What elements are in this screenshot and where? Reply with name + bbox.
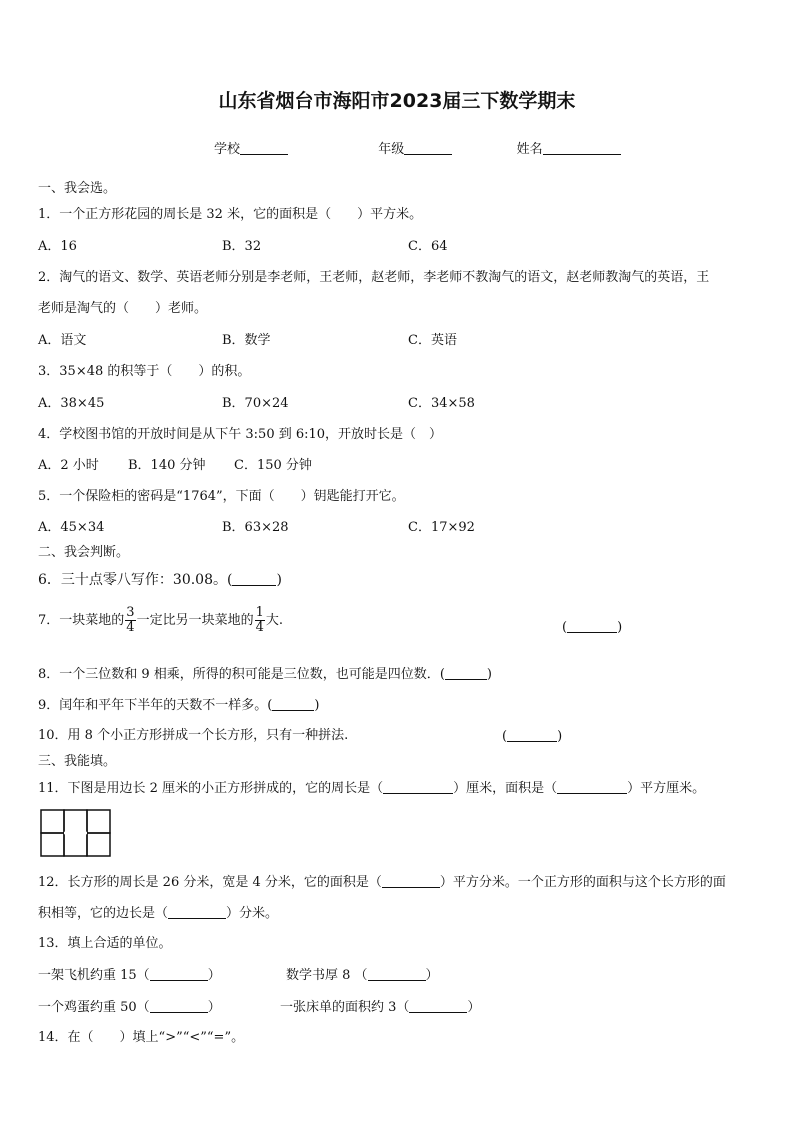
answer-bracket: ( ) <box>502 729 563 744</box>
option-a[interactable]: A．2 小时 <box>38 458 99 473</box>
squares-figure <box>40 809 112 859</box>
question-8: 8．一个三位数和 9 相乘，所得的积可能是三位数，也可能是四位数．( ) <box>38 667 492 682</box>
question-1: 1．一个正方形花园的周长是 32 米，它的面积是（ ）平方米。 <box>38 207 423 222</box>
answer-blank[interactable] <box>232 572 276 586</box>
option-b[interactable]: B．32 <box>222 239 262 254</box>
question-10: 10．用 8 个小正方形拼成一个长方形，只有一种拼法. <box>38 728 349 743</box>
question-13-c-text: 一个鸡蛋约重 50（ <box>38 1000 150 1015</box>
option-c[interactable]: C．150 分钟 <box>234 458 312 473</box>
school-blank[interactable] <box>240 141 288 155</box>
question-12-line-1 <box>38 874 726 891</box>
side-blank[interactable] <box>168 905 226 919</box>
question-13-a-text: 一架飞机约重 15（ <box>38 968 150 983</box>
school-label: 学校 <box>214 142 241 157</box>
question-3: 3．35×48 的积等于（ ）的积。 <box>38 364 251 379</box>
question-13-d: 一张床单的面积约 3（ ） <box>280 1000 481 1015</box>
question-14: 14．在（ ）填上“>”“<”“=”。 <box>38 1030 245 1045</box>
fraction-three-quarters: $\frac{3}{4}$ <box>126 605 135 635</box>
option-b[interactable]: B．70×24 <box>222 396 289 411</box>
option-a[interactable]: A．语文 <box>38 333 87 348</box>
question-13: 13．填上合适的单位。 <box>38 936 172 951</box>
question-6: 6．三十点零八写作：30.08。( ) <box>38 572 282 588</box>
question-11 <box>38 780 705 797</box>
square-6 <box>87 833 110 856</box>
question-13-b: 数学书厚 8 （ ） <box>286 968 439 983</box>
option-b[interactable]: B．数学 <box>222 333 271 348</box>
info-row <box>214 141 621 158</box>
square-2 <box>64 810 87 833</box>
section-heading: 二、我会判断。 <box>38 545 130 560</box>
question-9-text: 9．闰年和平年下半年的天数不一样多。 <box>38 698 268 713</box>
question-5: 5．一个保险柜的密码是“1764”，下面（ ）钥匙能打开它。 <box>38 489 405 504</box>
page-title: 山东省烟台市海阳市2023届三下数学期末 <box>218 90 576 112</box>
square-5 <box>64 833 87 856</box>
square-4 <box>41 833 64 856</box>
question-6-text: 6．三十点零八写作：30.08。 <box>38 572 227 588</box>
square-3 <box>87 810 110 833</box>
unit-blank[interactable] <box>150 967 208 981</box>
fraction-one-quarter: $\frac{1}{4}$ <box>255 605 264 635</box>
option-a[interactable]: A．45×34 <box>38 520 105 535</box>
question-12-line2-post: ）分米。 <box>226 906 279 921</box>
question-12-mid: ）平方分米。一个正方形的面积与这个长方形的面 <box>439 875 726 890</box>
question-11-mid: ）厘米，面积是（ <box>453 781 558 796</box>
question-2-line-2: 老师是淘气的（ ）老师。 <box>38 301 208 316</box>
answer-blank[interactable] <box>507 728 557 742</box>
question-13-c: 一个鸡蛋约重 50（ ） <box>38 1000 221 1015</box>
answer-blank[interactable] <box>567 619 617 633</box>
option-c[interactable]: C．英语 <box>408 333 457 348</box>
option-c[interactable]: C．17×92 <box>408 520 475 535</box>
perimeter-blank[interactable] <box>383 780 453 794</box>
grade-blank[interactable] <box>404 141 452 155</box>
option-a[interactable]: A．16 <box>38 239 77 254</box>
question-11-pre: 11．下图是用边长 2 厘米的小正方形拼成的，它的周长是（ <box>38 781 384 796</box>
question-8-text: 8．一个三位数和 9 相乘，所得的积可能是三位数，也可能是四位数． <box>38 667 440 682</box>
question-7 <box>38 606 283 636</box>
unit-blank[interactable] <box>150 999 208 1013</box>
question-12-line-2 <box>38 905 278 922</box>
question-13-b-text: 数学书厚 8 （ <box>286 968 368 983</box>
answer-blank[interactable] <box>272 697 314 711</box>
option-c[interactable]: C．64 <box>408 239 448 254</box>
area-blank[interactable] <box>557 780 627 794</box>
section-heading: 三、我能填。 <box>38 754 117 769</box>
area-blank[interactable] <box>382 874 440 888</box>
section-heading: 一、我会选。 <box>38 181 117 196</box>
question-7-pre: 7．一块菜地的 <box>38 613 125 628</box>
question-11-post: ）平方厘米。 <box>627 781 706 796</box>
answer-bracket: ( ) <box>562 620 623 635</box>
question-12-line2-pre: 积相等，它的边长是（ <box>38 906 169 921</box>
square-1 <box>41 810 64 833</box>
option-b[interactable]: B．140 分钟 <box>128 458 206 473</box>
name-blank[interactable] <box>543 141 621 155</box>
name-label: 姓名 <box>516 142 543 157</box>
grade-label: 年级 <box>378 142 405 157</box>
question-2-line-1: 2．淘气的语文、数学、英语老师分别是李老师，王老师，赵老师，李老师不教淘气的语文，赵老师教淘气的英语，王 <box>38 270 710 285</box>
option-b[interactable]: B．63×28 <box>222 520 289 535</box>
answer-blank[interactable] <box>445 666 487 680</box>
question-13-a: 一架飞机约重 15（ ） <box>38 968 221 983</box>
question-7-post: 大. <box>265 613 283 628</box>
question-13-d-text: 一张床单的面积约 3（ <box>280 1000 410 1015</box>
option-a[interactable]: A．38×45 <box>38 396 105 411</box>
question-12-pre: 12．长方形的周长是 26 分米，宽是 4 分米，它的面积是（ <box>38 875 382 890</box>
option-c[interactable]: C．34×58 <box>408 396 475 411</box>
question-4: 4．学校图书馆的开放时间是从下午 3:50 到 6:10，开放时长是（ ） <box>38 427 443 442</box>
unit-blank[interactable] <box>368 967 426 981</box>
question-9: 9．闰年和平年下半年的天数不一样多。( ) <box>38 698 320 713</box>
unit-blank[interactable] <box>409 999 467 1013</box>
question-7-mid: 一定比另一块菜地的 <box>136 613 254 628</box>
